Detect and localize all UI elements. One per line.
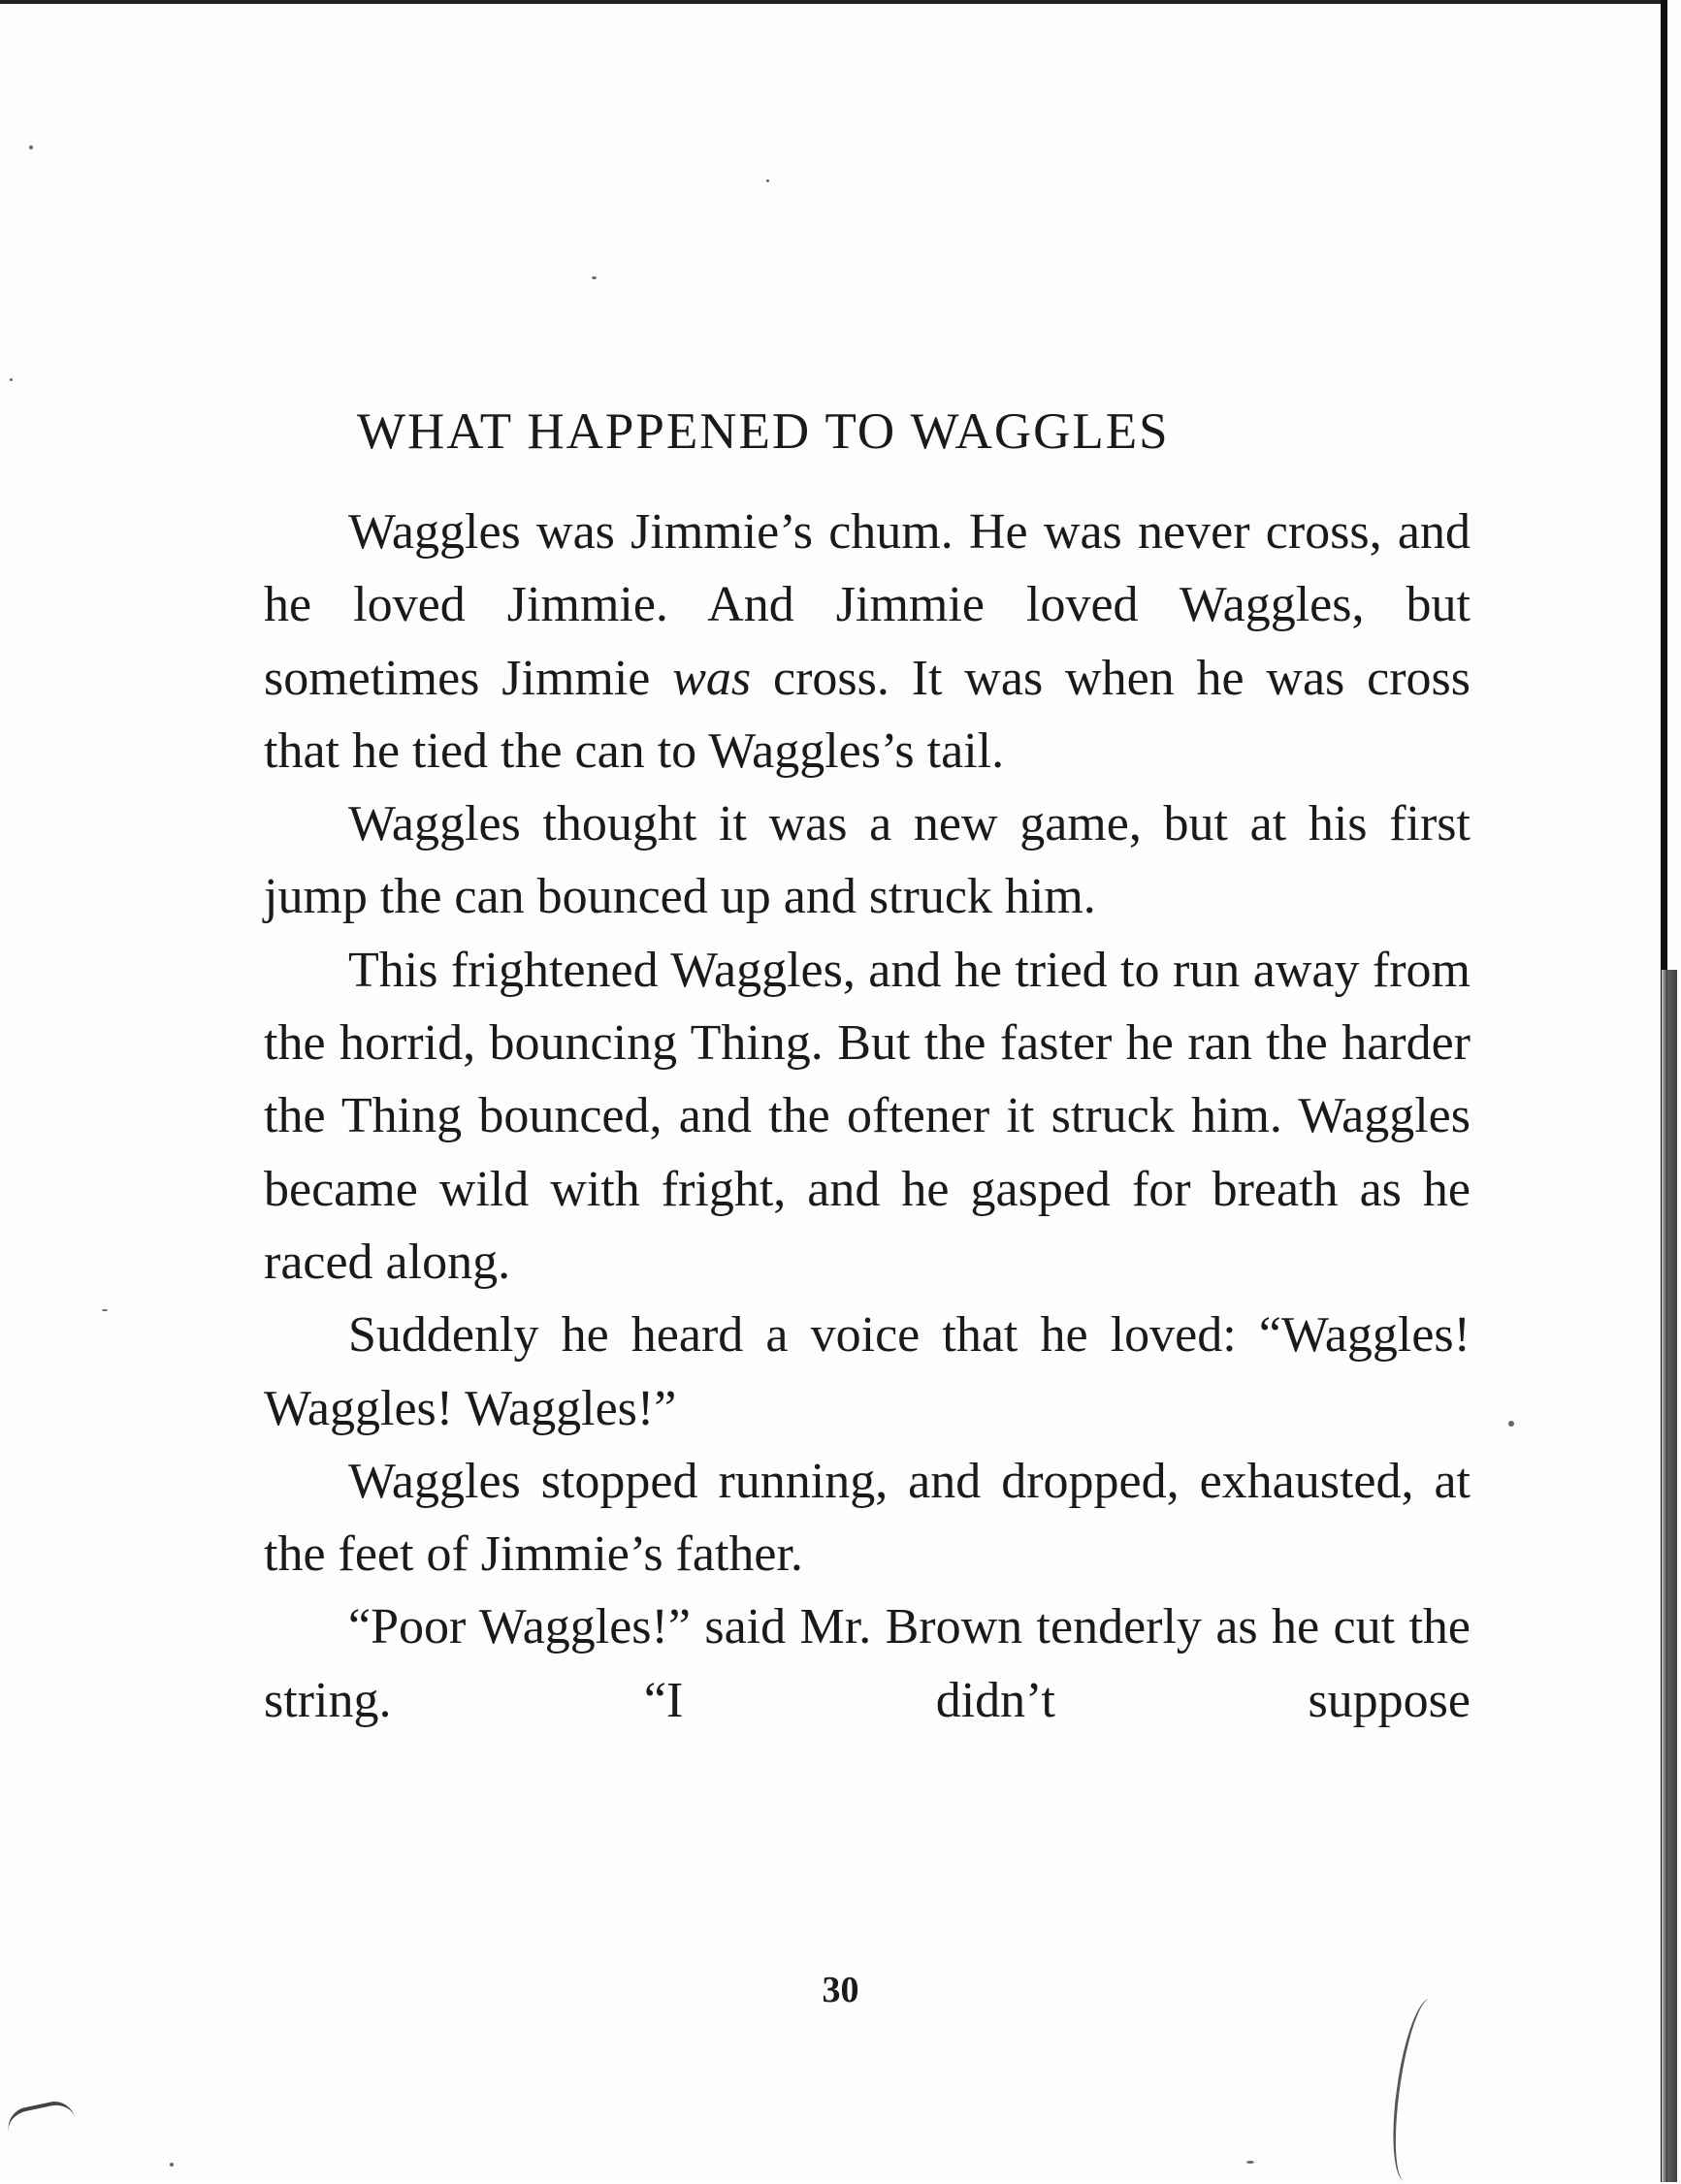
paragraph	[264, 496, 1471, 787]
paragraph-text: This frightened Waggles, and he tried to run away from the horrid, bouncing Thing. But the faster he ran the harder the Thing bounced, and the oftener it struck him. Waggles became wild with fright, and he gasped for breath as he raced along.	[264, 942, 1471, 1290]
paragraph-text: Suddenly he heard a voice that he loved: “Waggles! Waggles! Waggles!”	[264, 1307, 1471, 1436]
scan-speck	[766, 179, 769, 182]
paragraph-text: Waggles stopped running, and dropped, exhausted, at the feet of Jimmie’s father.	[264, 1453, 1471, 1583]
paragraph-text: Waggles was Jimmie’s chum. He was never cross, and he loved Jimmie. And Jimmie loved Waggles, but sometimes Jimmie	[264, 504, 1471, 706]
scan-speck	[592, 276, 597, 279]
paragraph-text: cross. It was when he was cross that he tied the can to Waggles’s tail.	[264, 650, 1471, 779]
paragraph	[264, 1299, 1471, 1445]
chapter-title: WHAT HAPPENED TO WAGGLES	[357, 403, 1170, 460]
scan-smudge	[1384, 1996, 1451, 2184]
paragraph-text: “Poor Waggles!” said Mr. Brown tenderly as he cut the string. “I didn’t suppose	[264, 1599, 1471, 1728]
page-number: 30	[822, 1970, 859, 2010]
scan-speck	[1246, 2161, 1254, 2164]
paragraph	[264, 934, 1471, 1299]
paragraph-text: Waggles thought it was a new game, but at his first jump the can bounced up and struck him.	[264, 796, 1471, 925]
paragraph	[264, 1445, 1471, 1591]
scan-speck	[102, 1309, 108, 1311]
scan-speck	[1508, 1421, 1514, 1427]
paragraph	[264, 787, 1471, 934]
page-top-edge	[0, 0, 1661, 4]
scan-speck	[10, 378, 13, 381]
scan-smudge	[4, 2098, 75, 2133]
scan-speck	[29, 145, 33, 149]
emphasis-text: was	[672, 650, 752, 706]
paragraph	[264, 1590, 1471, 1737]
page-content	[264, 393, 1471, 1737]
scan-speck	[170, 2163, 174, 2167]
